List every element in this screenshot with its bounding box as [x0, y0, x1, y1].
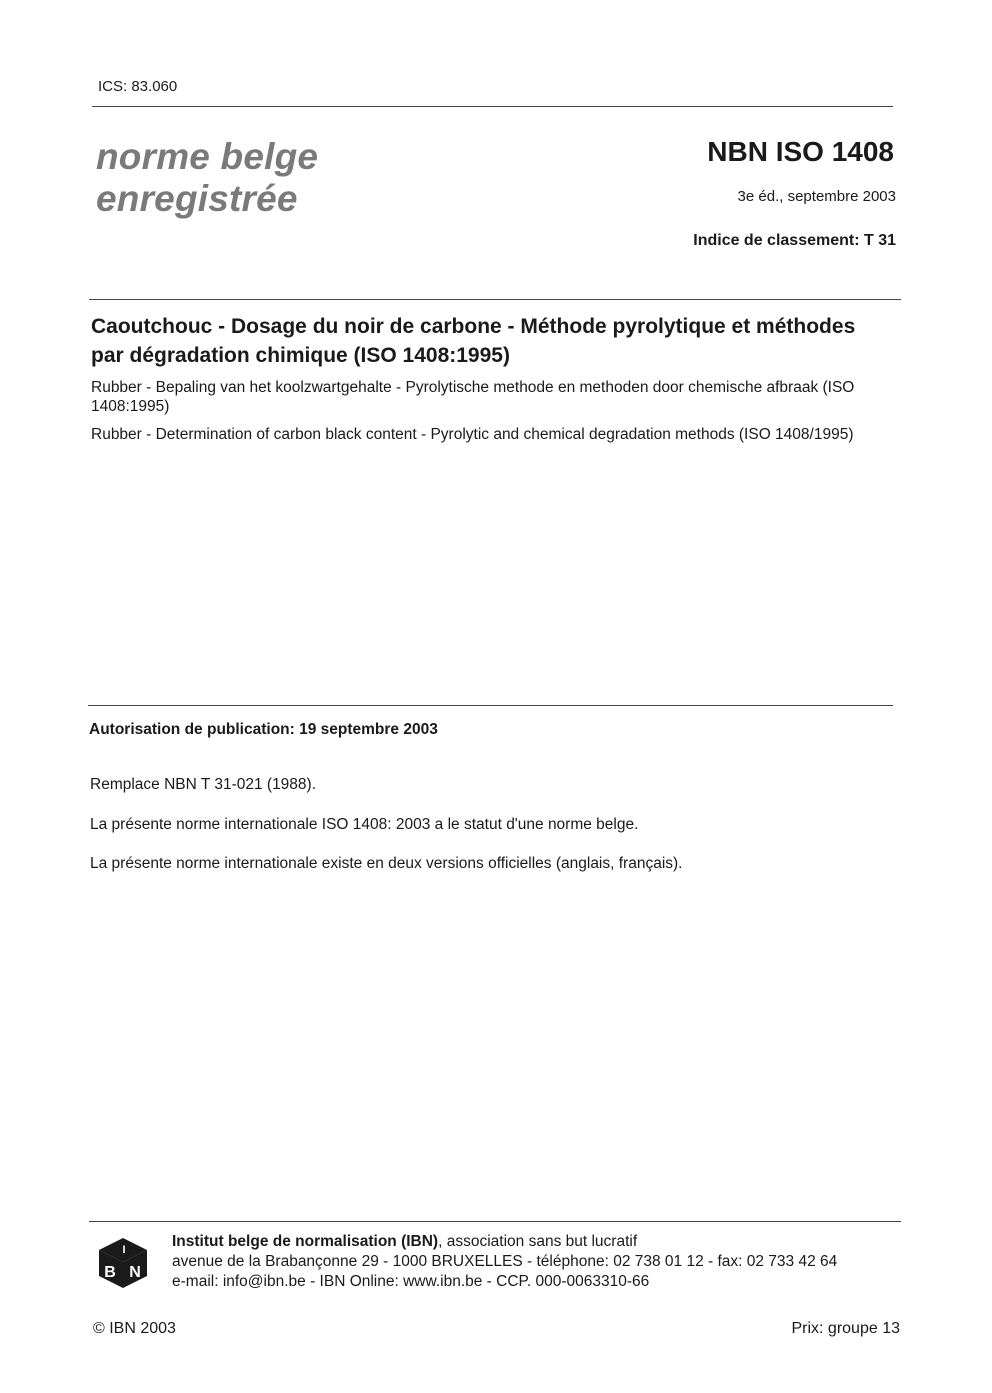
title-dutch: Rubber - Bepaling van het koolzwartgehalte - Pyrolytische methode en methoden door chemische afbraak (ISO 1408:1995)	[91, 379, 855, 415]
publication-authorization: Autorisation de publication: 19 septembre 2003	[89, 721, 438, 738]
ibn-logo	[97, 1236, 149, 1290]
title-french: Caoutchouc - Dosage du noir de carbone - Méthode pyrolytique et méthodes par dégradation chimique (ISO 1408:1995)	[91, 315, 856, 367]
header-rule	[92, 106, 893, 107]
ics-code: ICS: 83.060	[98, 78, 178, 95]
institute-suffix: , association sans but lucratif	[438, 1233, 638, 1250]
institute-name-line	[172, 1232, 837, 1252]
title-rule	[89, 299, 901, 300]
title-english: Rubber - Determination of carbon black content - Pyrolytic and chemical degradation methods (ISO 1408/1995)	[91, 426, 854, 443]
price-group: Prix: groupe 13	[791, 1320, 900, 1337]
standard-id: NBN ISO 1408	[707, 136, 894, 167]
replaces-notice: Remplace NBN T 31-021 (1988).	[90, 776, 317, 793]
edition: 3e éd., septembre 2003	[737, 188, 896, 205]
classification-index: Indice de classement: T 31	[693, 232, 896, 249]
svg-text:B: B	[104, 1264, 116, 1281]
copyright: © IBN 2003	[93, 1320, 176, 1337]
brand-title	[96, 136, 318, 220]
footer-rule	[89, 1221, 901, 1222]
versions-notice: La présente norme internationale existe en deux versions officielles (anglais, français).	[90, 855, 683, 872]
brand-line-2: enregistrée	[96, 178, 298, 219]
brand-line-1: norme belge	[96, 136, 319, 177]
institute-contact: e-mail: info@ibn.be - IBN Online: www.ibn.be - CCP. 000-0063310-66	[172, 1273, 650, 1290]
publication-rule	[88, 705, 893, 706]
status-notice: La présente norme internationale ISO 1408: 2003 a le statut d'une norme belge.	[90, 816, 639, 833]
svg-text:I: I	[122, 1244, 126, 1256]
institute-name: Institut belge de normalisation (IBN)	[172, 1233, 439, 1250]
institute-address: avenue de la Brabançonne 29 - 1000 BRUXELLES - téléphone: 02 738 01 12 - fax: 02 733 42 64	[172, 1253, 838, 1270]
institute-info	[172, 1232, 837, 1292]
svg-text:N: N	[129, 1264, 141, 1281]
